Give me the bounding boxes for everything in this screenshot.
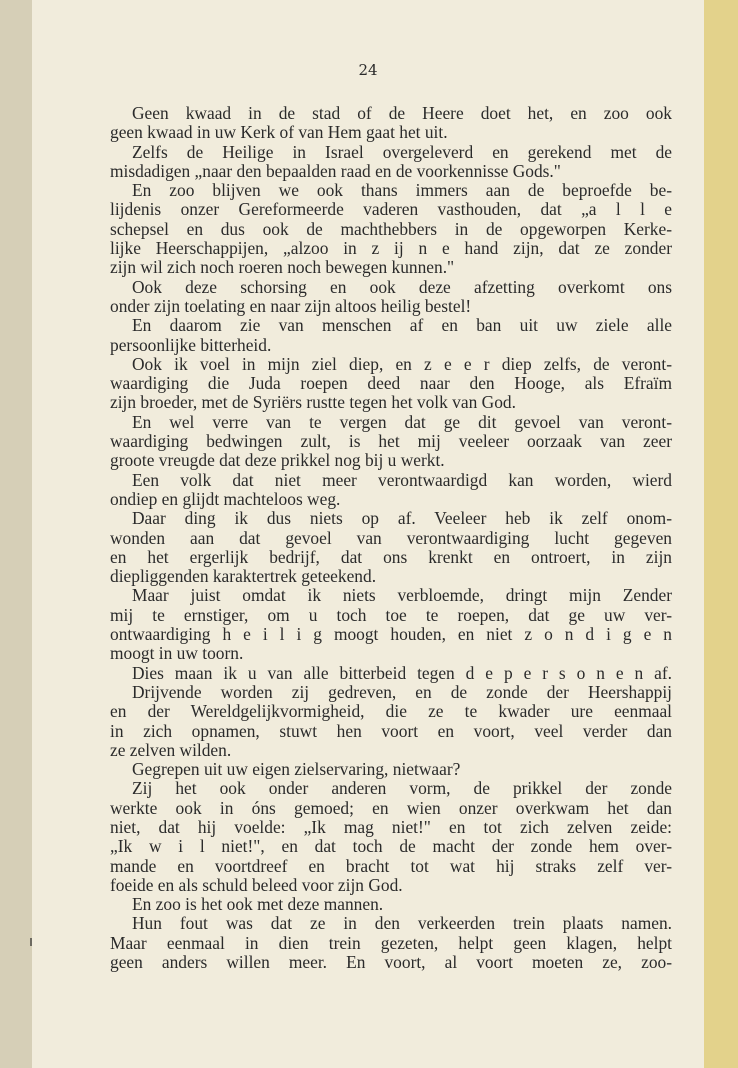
text-line: foeide en als schuld beleed voor zijn God.	[110, 875, 403, 895]
page-number: 24	[358, 61, 378, 79]
text-line: zijn wil zich noch roeren noch bewegen kunnen."	[110, 258, 455, 278]
text-line: lijke Heerschappijen, „alzoo in z ij n e hand zijn, dat ze zonder	[110, 239, 672, 259]
book-page	[32, 0, 704, 1068]
margin-mark	[30, 938, 32, 946]
text-line: wonden aan dat gevoel van verontwaardiging lucht gegeven	[110, 528, 672, 548]
text-line: in zich opnamen, stuwt hen voort en voort, veel verder dan	[110, 721, 672, 741]
text-line: Ook ik voel in mijn ziel diep, en z e e r diep zelfs, de veront-	[132, 354, 672, 374]
text-line: mande en voortdreef en bracht tot wat hij straks zelf ver-	[110, 856, 672, 876]
text-line: lijdenis onzer Gereformeerde vaderen vasthouden, dat „a l l e	[110, 200, 672, 220]
text-line: ontwaardiging h e i l i g moogt houden, en niet z o n d i g e n	[110, 625, 672, 645]
text-line: onder zijn toelating en naar zijn altoos heilig bestel!	[110, 296, 472, 316]
text-line: Dies maan ik u van alle bitterbeid tegen d e p e r s o n e n af.	[132, 663, 672, 683]
body-text	[110, 104, 672, 972]
text-line: Ook deze schorsing en ook deze afzetting overkomt ons	[132, 277, 672, 297]
text-line: ondiep en glijdt machteloos weg.	[110, 489, 341, 509]
text-line: waardiging die Juda roepen deed naar den Hooge, als Efraïm	[110, 374, 672, 394]
text-line: waardiging bedwingen zult, is het mij veeleer oorzaak van zeer	[110, 432, 672, 452]
text-line: Zij het ook onder anderen vorm, de prikkel der zonde	[132, 779, 672, 799]
text-line: En zoo blijven we ook thans immers aan de beproefde be-	[132, 181, 672, 201]
text-line: en het ergerlijk bedrijf, dat ons krenkt en ontroert, in zijn	[110, 547, 672, 567]
text-line: Geen kwaad in de stad of de Heere doet het, en zoo ook	[132, 104, 672, 123]
text-line: zijn broeder, met de Syriërs rustte tegen het volk van God.	[110, 393, 516, 413]
text-line: Een volk dat niet meer verontwaardigd kan worden, wierd	[132, 470, 672, 490]
text-line: Zelfs de Heilige in Israel overgeleverd en gerekend met de	[132, 142, 672, 162]
text-line: werkte ook in óns gemoed; en wien onzer overkwam het dan	[110, 798, 672, 818]
text-line: „Ik w i l niet!", en dat toch de macht der zonde hem over-	[110, 837, 672, 857]
text-line: misdadigen „naar den bepaalden raad en de voorkennisse Gods."	[110, 161, 561, 181]
text-line: diepliggenden karaktertrek geteekend.	[110, 567, 377, 587]
text-line: Daar ding ik dus niets op af. Veeleer heb ik zelf onom-	[132, 509, 672, 529]
text-line: Maar eenmaal in dien trein gezeten, helpt geen klagen, helpt	[110, 933, 672, 953]
text-line: en der Wereldgelijkvormigheid, die ze te kwader ure eenmaal	[110, 702, 672, 722]
text-line: niet, dat hij voelde: „Ik mag niet!" en tot zich zelven zeide:	[110, 817, 672, 837]
text-line: persoonlijke bitterheid.	[110, 335, 272, 355]
text-line: Gegrepen uit uw eigen zielservaring, nietwaar?	[132, 760, 461, 780]
text-line: moogt in uw toorn.	[110, 644, 244, 664]
text-line: Hun fout was dat ze in den verkeerden trein plaats namen.	[132, 914, 672, 934]
text-line: Maar juist omdat ik niets verbloemde, dringt mijn Zender	[132, 586, 672, 606]
text-line: Drijvende worden zij gedreven, en de zonde der Heershappij	[132, 682, 672, 702]
text-line: groote vreugde dat deze prikkel nog bij u werkt.	[110, 451, 445, 471]
text-line: geen kwaad in uw Kerk of van Hem gaat het uit.	[110, 123, 448, 143]
text-line: ze zelven wilden.	[110, 740, 232, 760]
text-line: geen anders willen meer. En voort, al voort moeten ze, zoo-	[110, 953, 672, 973]
text-line: mij te ernstiger, om u toch toe te roepen, dat ge uw ver-	[110, 605, 672, 625]
text-line: schepsel en dus ook de machthebbers in de opgeworpen Kerke-	[110, 219, 672, 239]
text-line: En wel verre van te vergen dat ge dit gevoel van veront-	[132, 412, 672, 432]
text-line: En zoo is het ook met deze mannen.	[132, 895, 384, 915]
text-line: En daarom zie van menschen af en ban uit uw ziele alle	[132, 316, 672, 336]
page-edge	[704, 0, 738, 1068]
